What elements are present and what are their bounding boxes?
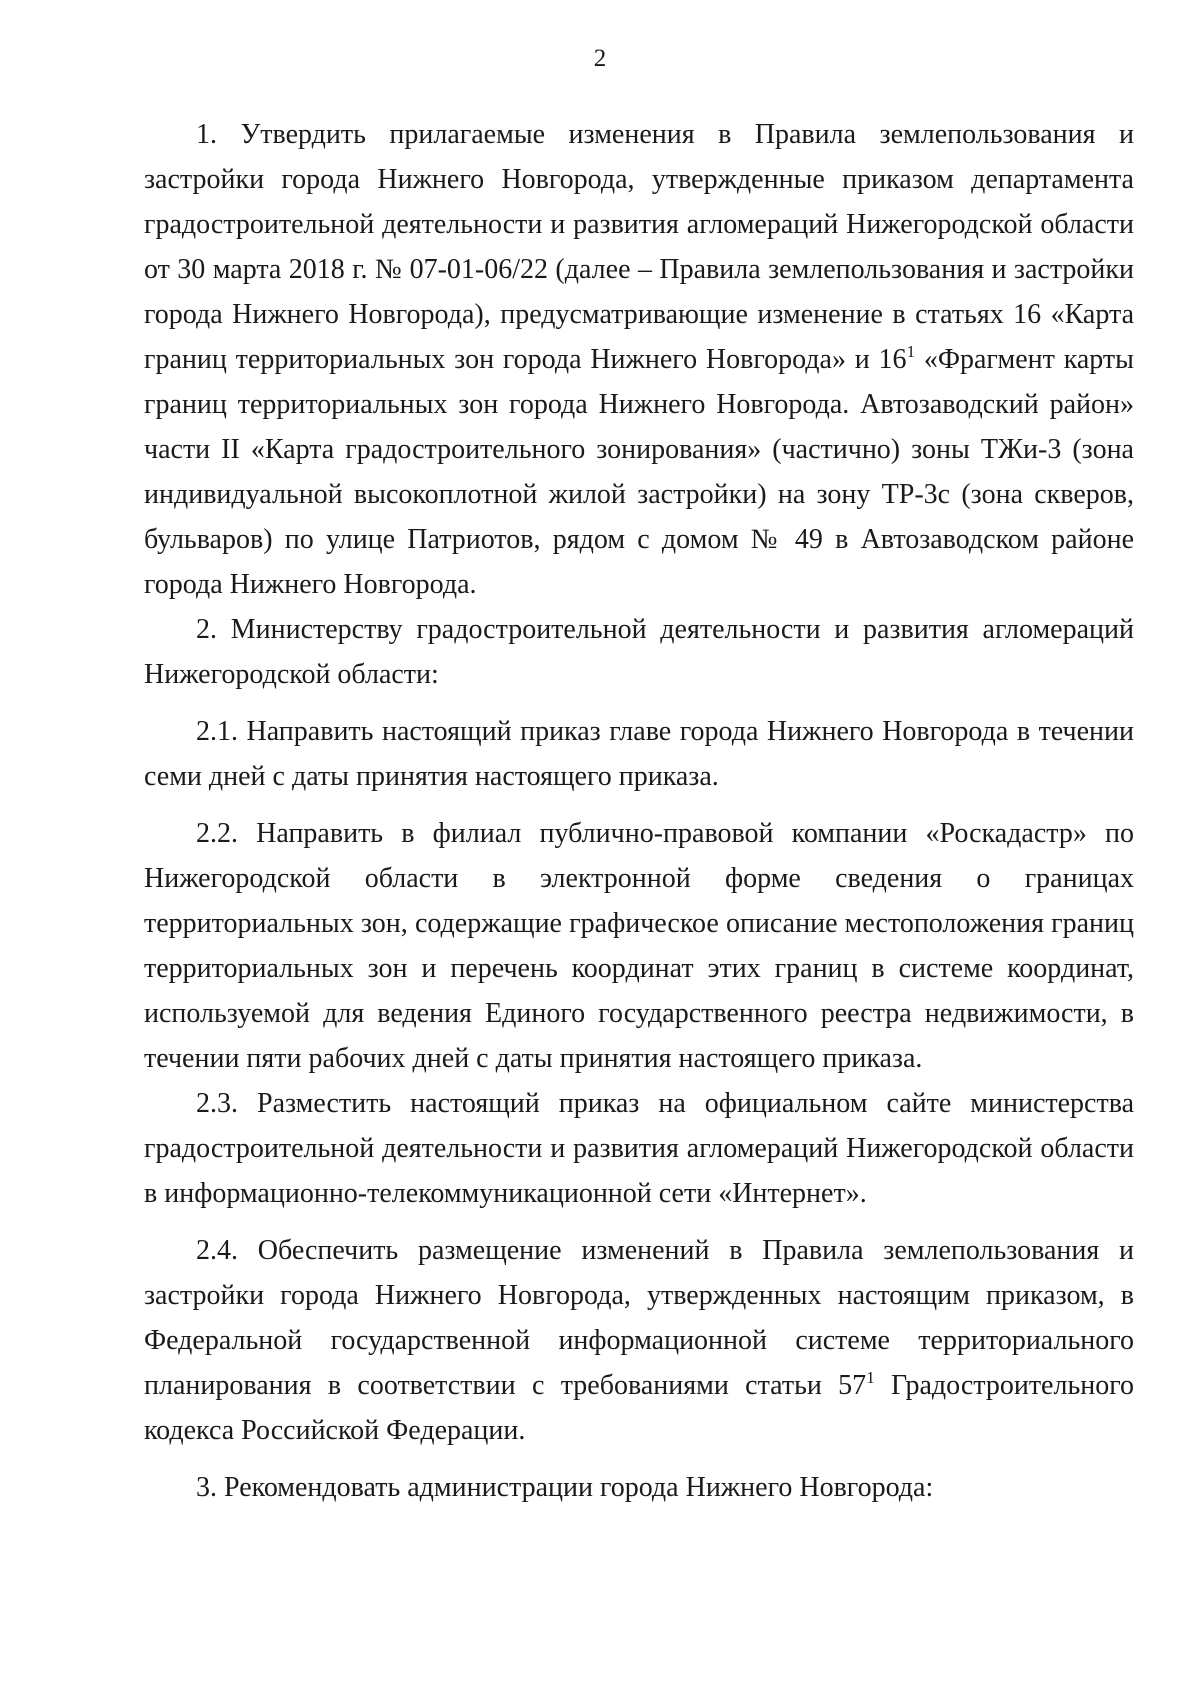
superscript: 1 xyxy=(906,342,916,361)
paragraph-2 xyxy=(144,607,1134,697)
paragraph-text: 2.1. Направить настоящий приказ главе города Нижнего Новгорода в течении семи дней с даты принятия настоящего приказа. xyxy=(144,716,1134,792)
paragraph-2-3 xyxy=(144,1081,1134,1216)
page-number: 2 xyxy=(593,45,607,72)
paragraph-text: 2.2. Направить в филиал публично-правовой компании «Роскадастр» по Нижегородской области в электронной форме сведения о границах территориальных зон, содержащие графическое описание местоположения границ территориальных зон и перечень координат этих границ в системе координат, используемой для ведения Единого государственного реестра недвижимости, в течении пяти рабочих дней с даты принятия настоящего приказа. xyxy=(144,818,1134,1074)
paragraph-text: 2. Министерству градостроительной деятельности и развития агломераций Нижегородской области: xyxy=(144,614,1134,690)
paragraph-text: Градостроительного кодекса Российской Федерации. xyxy=(144,1370,1134,1446)
document-body xyxy=(144,112,1134,1510)
paragraph-3 xyxy=(144,1465,1134,1510)
superscript: 1 xyxy=(866,1368,875,1387)
paragraph-text: 2.4. Обеспечить размещение изменений в Правила землепользования и застройки города Нижнего Новгорода, утвержденных настоящим приказом, в Федеральной государственной информационной системе территориального планирования в соответствии с требованиями статьи 57 xyxy=(144,1235,1134,1401)
paragraph-2-4 xyxy=(144,1228,1134,1453)
paragraph-text: 1. Утвердить прилагаемые изменения в Правила землепользования и застройки города Нижнего Новгорода, утвержденные приказом департамента градостроительной деятельности и развития агломераций Нижегородской области от 30 марта 2018 г. № 07-01-06/22 (далее – Правила землепользования и застройки города Нижнего Новгорода), предусматривающие изменение в статьях 16 «Карта границ территориальных зон города Нижнего Новгорода» и 16 xyxy=(144,119,1134,375)
paragraph-text: 2.3. Разместить настоящий приказ на официальном сайте министерства градостроительной деятельности и развития агломераций Нижегородской области в информационно-телекоммуникационной сети «Интернет». xyxy=(144,1088,1134,1209)
paragraph-1 xyxy=(144,112,1134,607)
paragraph-2-2 xyxy=(144,811,1134,1081)
paragraph-text: 3. Рекомендовать администрации города Нижнего Новгорода: xyxy=(196,1472,934,1503)
paragraph-text: «Фрагмент карты границ территориальных зон города Нижнего Новгорода. Автозаводский район» части II «Карта градостроительного зонирования» (частично) зоны ТЖи-3 (зона индивидуальной высокоплотной жилой застройки) на зону ТР-3с (зона скверов, бульваров) по улице Патриотов, рядом с домом № 49 в Автозаводском районе города Нижнего Новгорода. xyxy=(144,344,1134,600)
paragraph-2-1 xyxy=(144,709,1134,799)
